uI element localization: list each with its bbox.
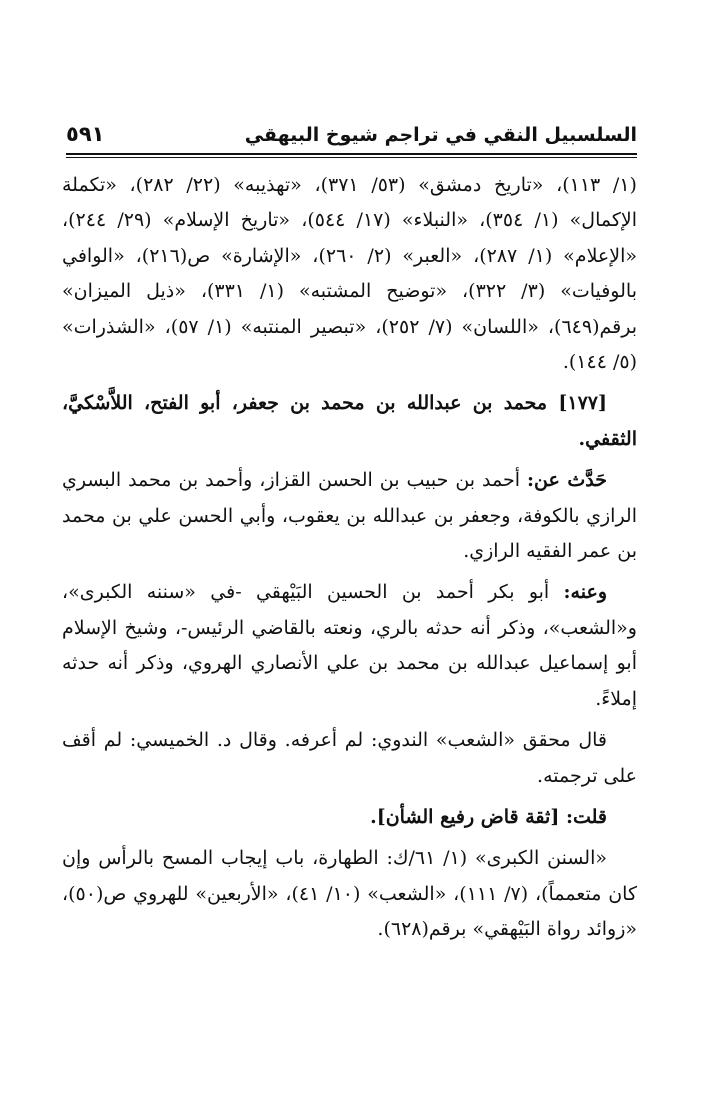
haddatha-label: حَدَّث عن: (527, 469, 607, 492)
anhu-text: أبو بكر أحمد بن الحسين البَيْهقي -في «سننه الكبرى»، و«الشعب»، وذكر أنه حدثه بالري، ونعته بالقاضي الرئيس-، وشيخ الإسلام أبو إسماعيل عبدالله بن محمد بن علي الأنصاري الهروي، وذكر أنه حدثه إملاءً. (62, 581, 637, 710)
sources-paragraph: (١/ ١١٣)، «تاريخ دمشق» (٥٣/ ٣٧١)، «تهذيبه» (٢٢/ ٢٨٢)، «تكملة الإكمال» (١/ ٣٥٤)، «النبلاء» (١٧/ ٥٤٤)، «تاريخ الإسلام» (٢٩/ ٢٤٤)، «الإعلام» (١/ ٢٨٧)، «العبر» (٢/ ٢٦٠)، «الإشارة» ص(٢١٦)، «الوافي بالوفيات» (٣/ ٣٢٢)، «توضيح المشتبه» (١/ ٣٣١)، «ذيل الميزان» برقم(٦٤٩)، «اللسان» (٧/ ٢٥٢)، «تبصير المنتبه» (١/ ٥٧)، «الشذرات» (٥/ ١٤٤). (62, 174, 638, 374)
anhu-label: وعنه: (563, 581, 607, 604)
haddatha-text: أحمد بن حبيب بن الحسن القزاز، وأحمد بن محمد البسري الرازي بالكوفة، وجعفر بن عبدالله بن يعقوب، وأبي الحسن علي بن محمد بن عمر الفقيه الرازي. (62, 469, 637, 563)
anhu-paragraph (62, 575, 637, 717)
running-header (66, 112, 637, 152)
haddatha-paragraph (62, 463, 637, 569)
page-number: ٥٩١ (66, 122, 105, 146)
qultu-paragraph (62, 800, 637, 835)
header-divider (66, 153, 637, 158)
entry-heading: [١٧٧] محمد بن عبدالله بن محمد بن جعفر، أبو الفتح، اللاَّسْكيَّ، الثقفي. (62, 392, 637, 450)
qultu-label: قلت: (565, 805, 607, 828)
muhaqqiq-paragraph: قال محقق «الشعب» الندوي: لم أعرفه. وقال د. الخميسي: لم أقف على ترجمته. (62, 729, 637, 787)
qultu-text: [ثقة قاض رفيع الشأن]. (370, 805, 566, 828)
final-sources-paragraph: «السنن الكبرى» (١/ ٦١/ك: الطهارة، باب إيجاب المسح بالرأس وإن كان متعمماً)، (٧/ ١١١)، «الشعب» (١٠/ ٤١)، «الأربعين» للهروي ص(٥٠)، «زوائد رواة البَيْهقي» برقم(٦٢٨). (62, 847, 637, 941)
page-body (62, 168, 637, 954)
running-title: السلسبيل النقي في تراجم شيوخ البيهقي (244, 124, 637, 146)
